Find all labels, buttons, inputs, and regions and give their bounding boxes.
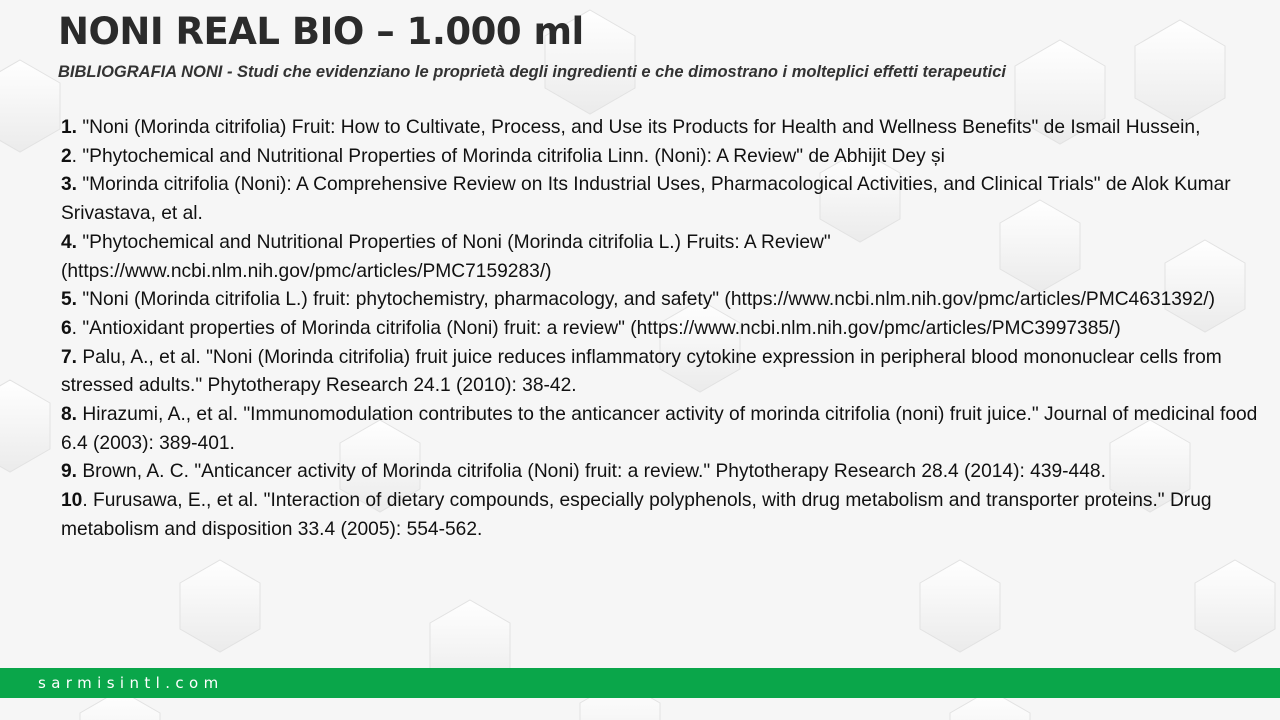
reference-text: "Noni (Morinda citrifolia) Fruit: How to Cultivate, Process, and Use its Products for Health and Wellness Benefits" de Ismail Hussein, — [77, 117, 1201, 138]
footer-bar — [0, 668, 1280, 698]
reference-item — [61, 401, 1266, 458]
reference-item — [61, 229, 1266, 286]
reference-number: 6 — [61, 317, 72, 339]
reference-text: "Noni (Morinda citrifolia L.) fruit: phytochemistry, pharmacology, and safety" (https://www.ncbi.nlm.nih.gov/pmc/articles/PMC4631392/) — [77, 289, 1215, 311]
reference-item — [61, 344, 1266, 401]
bibliography-list — [61, 114, 1266, 545]
reference-number: 9. — [61, 461, 78, 483]
reference-item — [61, 171, 1266, 228]
reference-item — [61, 487, 1266, 544]
reference-number: 4. — [61, 231, 78, 253]
reference-number: 8. — [61, 404, 78, 426]
page-title: NONI REAL BIO – 1.000 ml — [58, 10, 584, 53]
reference-item — [61, 114, 1266, 143]
reference-text: "Morinda citrifolia (Noni): A Comprehensive Review on Its Industrial Uses, Pharmacological Activities, and Clinical Trials" de Alok Kumar Srivastava, et al. — [61, 174, 1231, 225]
reference-item — [61, 315, 1266, 344]
page-subtitle: BIBLIOGRAFIA NONI - Studi che evidenziano le proprietà degli ingredienti e che dimostrano i molteplici effetti terapeutici — [58, 63, 1006, 81]
reference-text: Hirazumi, A., et al. "Immunomodulation contributes to the anticancer activity of morinda citrifolia (noni) fruit juice." Journal of medicinal food 6.4 (2003): 389-401. — [61, 404, 1258, 454]
reference-text: . "Phytochemical and Nutritional Properties of Morinda citrifolia Linn. (Noni): A Review" de Abhijit Dey și — [71, 145, 945, 167]
reference-text: . Furusawa, E., et al. "Interaction of dietary compounds, especially polyphenols, with drug metabolism and transporter proteins." Drug metabolism and disposition 33.4 (2005): 554-562. — [61, 490, 1212, 540]
reference-text: "Phytochemical and Nutritional Properties of Noni (Morinda citrifolia L.) Fruits: A Review" (https://www.ncbi.nlm.nih.gov/pmc/articles/PMC7159283/) — [61, 231, 831, 282]
reference-number: 10 — [61, 490, 83, 512]
reference-item — [61, 143, 1266, 172]
reference-number: 1. — [61, 117, 78, 138]
reference-item — [61, 286, 1266, 315]
reference-number: 7. — [61, 346, 78, 368]
reference-number: 2 — [61, 145, 72, 167]
reference-text: . "Antioxidant properties of Morinda citrifolia (Noni) fruit: a review" (https://www.ncbi.nlm.nih.gov/pmc/articles/PMC3997385/) — [71, 317, 1121, 339]
reference-text: Brown, A. C. "Anticancer activity of Morinda citrifolia (Noni) fruit: a review." Phytotherapy Research 28.4 (2014): 439-448. — [77, 461, 1106, 483]
website-link[interactable]: sarmisintl.com — [38, 674, 224, 692]
reference-number: 3. — [61, 174, 78, 196]
reference-item — [61, 458, 1266, 487]
reference-number: 5. — [61, 289, 78, 311]
reference-text: Palu, A., et al. "Noni (Morinda citrifolia) fruit juice reduces inflammatory cytokine expression in peripheral blood mononuclear cells from stressed adults." Phytotherapy Research 24.1 (2010): 38-42. — [61, 346, 1222, 397]
